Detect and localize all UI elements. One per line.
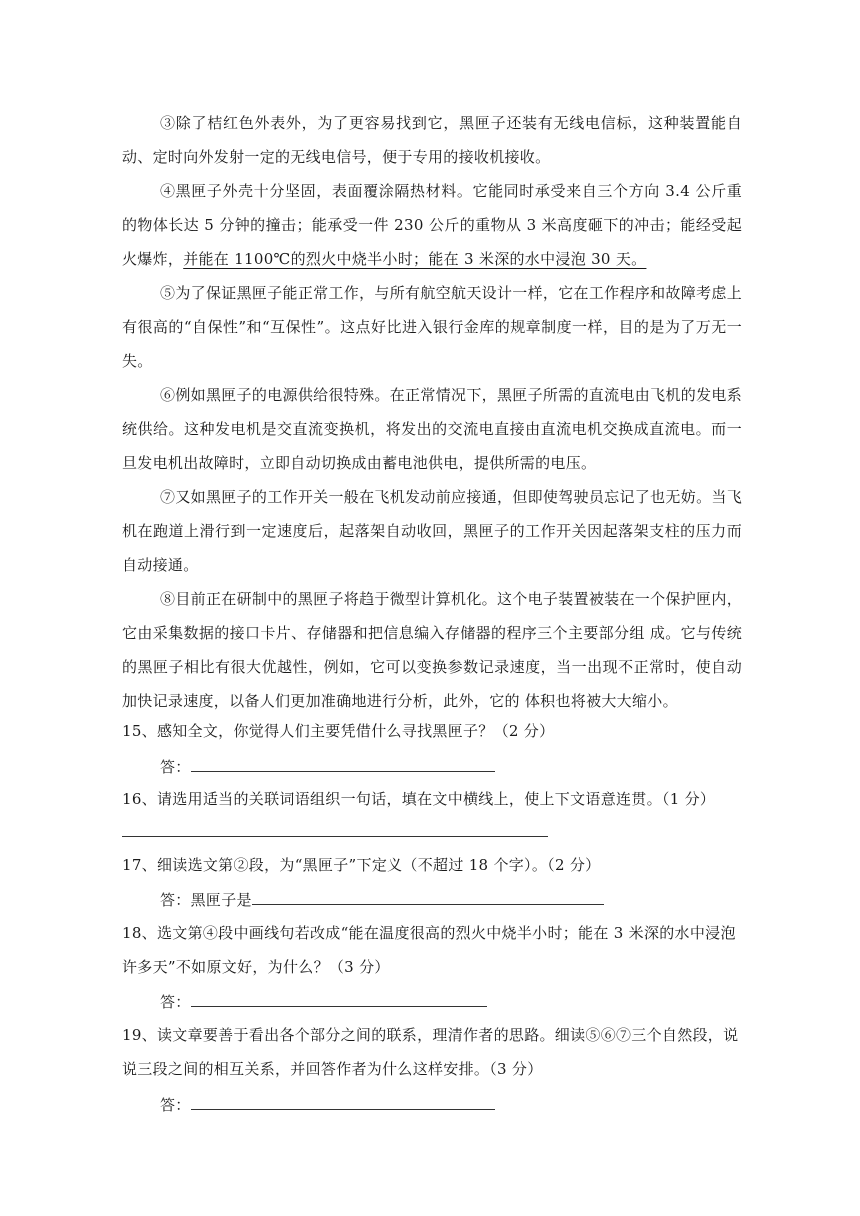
question-19-answer (160, 1093, 495, 1117)
question-16: 16、请选用适当的关联词语组织一句话，填在文中横线上，使上下文语意连贯。（1 分） (122, 790, 716, 808)
paragraph-5: ⑤为了保证黑匣子能正常工作，与所有航空航天设计一样，它在工作程序和故障考虑上有很高的“自保性”和“互保性”。这点好比进入银行金库的规章制度一样，目的是为了万无一失。 (122, 284, 742, 370)
answer-label: 答： (160, 758, 191, 776)
question-16-answer-blank[interactable] (122, 836, 548, 837)
answer-blank[interactable] (191, 755, 495, 772)
answer-blank[interactable] (191, 990, 487, 1007)
question-17-answer (160, 888, 604, 912)
answer-label: 答： (160, 1096, 191, 1114)
paragraph-4 (122, 174, 742, 276)
paragraph-4-text: ④黑匣子外壳十分坚固，表面覆涂隔热材料。它能同时承受来自三个方向 3.4 公斤重的物体长达 5 分钟的撞击；能承受一件 230 公斤的重物从 3 米高度砸下的冲击；能经受起火爆炸， (122, 182, 742, 268)
answer-blank[interactable] (252, 888, 604, 905)
question-17: 17、细读选文第②段，为“黑匣子”下定义（不超过 18 个字）。（2 分） (122, 856, 601, 874)
question-15: 15、感知全文，你觉得人们主要凭借什么寻找黑匣子？（2 分） (122, 722, 555, 740)
paragraph-4-underlined-sentence: 并能在 1100℃的烈火中烧半小时；能在 3 米深的水中浸泡 30 天。 (183, 250, 647, 268)
question-19: 19、读文章要善于看出各个部分之间的联系，理清作者的思路。细读⑤⑥⑦三个自然段，说说三段之间的相互关系，并回答作者为什么这样安排。（3 分） (122, 1026, 739, 1078)
answer-label: 答： (160, 993, 191, 1011)
answer-blank[interactable] (191, 1093, 495, 1110)
question-15-answer (160, 755, 495, 779)
paragraph-7: ⑦又如黑匣子的工作开关一般在飞机发动前应接通，但即使驾驶员忘记了也无妨。当飞机在跑道上滑行到一定速度后，起落架自动收回，黑匣子的工作开关因起落架支柱的压力而自动接通。 (122, 488, 742, 574)
question-18: 18、选文第④段中画线句若改成“能在温度很高的烈火中烧半小时；能在 3 米深的水中浸泡许多天”不如原文好，为什么？（3 分） (122, 924, 736, 976)
answer-label: 答：黑匣子是 (160, 891, 252, 909)
paragraph-6: ⑥例如黑匣子的电源供给很特殊。在正常情况下，黑匣子所需的直流电由飞机的发电系统供给。这种发电机是交直流变换机，将发出的交流电直接由直流电机交换成直流电。而一旦发电机出故障时，立即自动切换成由蓄电池供电，提供所需的电压。 (122, 386, 742, 472)
paragraph-3: ③除了桔红色外表外，为了更容易找到它，黑匣子还装有无线电信标，这种装置能自动、定时向外发射一定的无线电信号，便于专用的接收机接收。 (122, 114, 742, 166)
paragraph-8: ⑧目前正在研制中的黑匣子将趋于微型计算机化。这个电子装置被装在一个保护匣内，它由采集数据的接口卡片、存储器和把信息编入存储器的程序三个主要部分组 成。它与传统的黑匣子相比有很大优越性，例如，它可以变换参数记录速度，当一出现不正常时，使自动加快记录速度，以备人们更加准确地进行分析，此外，它的 体积也将被大大缩小。 (122, 590, 742, 710)
question-18-answer (160, 990, 487, 1014)
